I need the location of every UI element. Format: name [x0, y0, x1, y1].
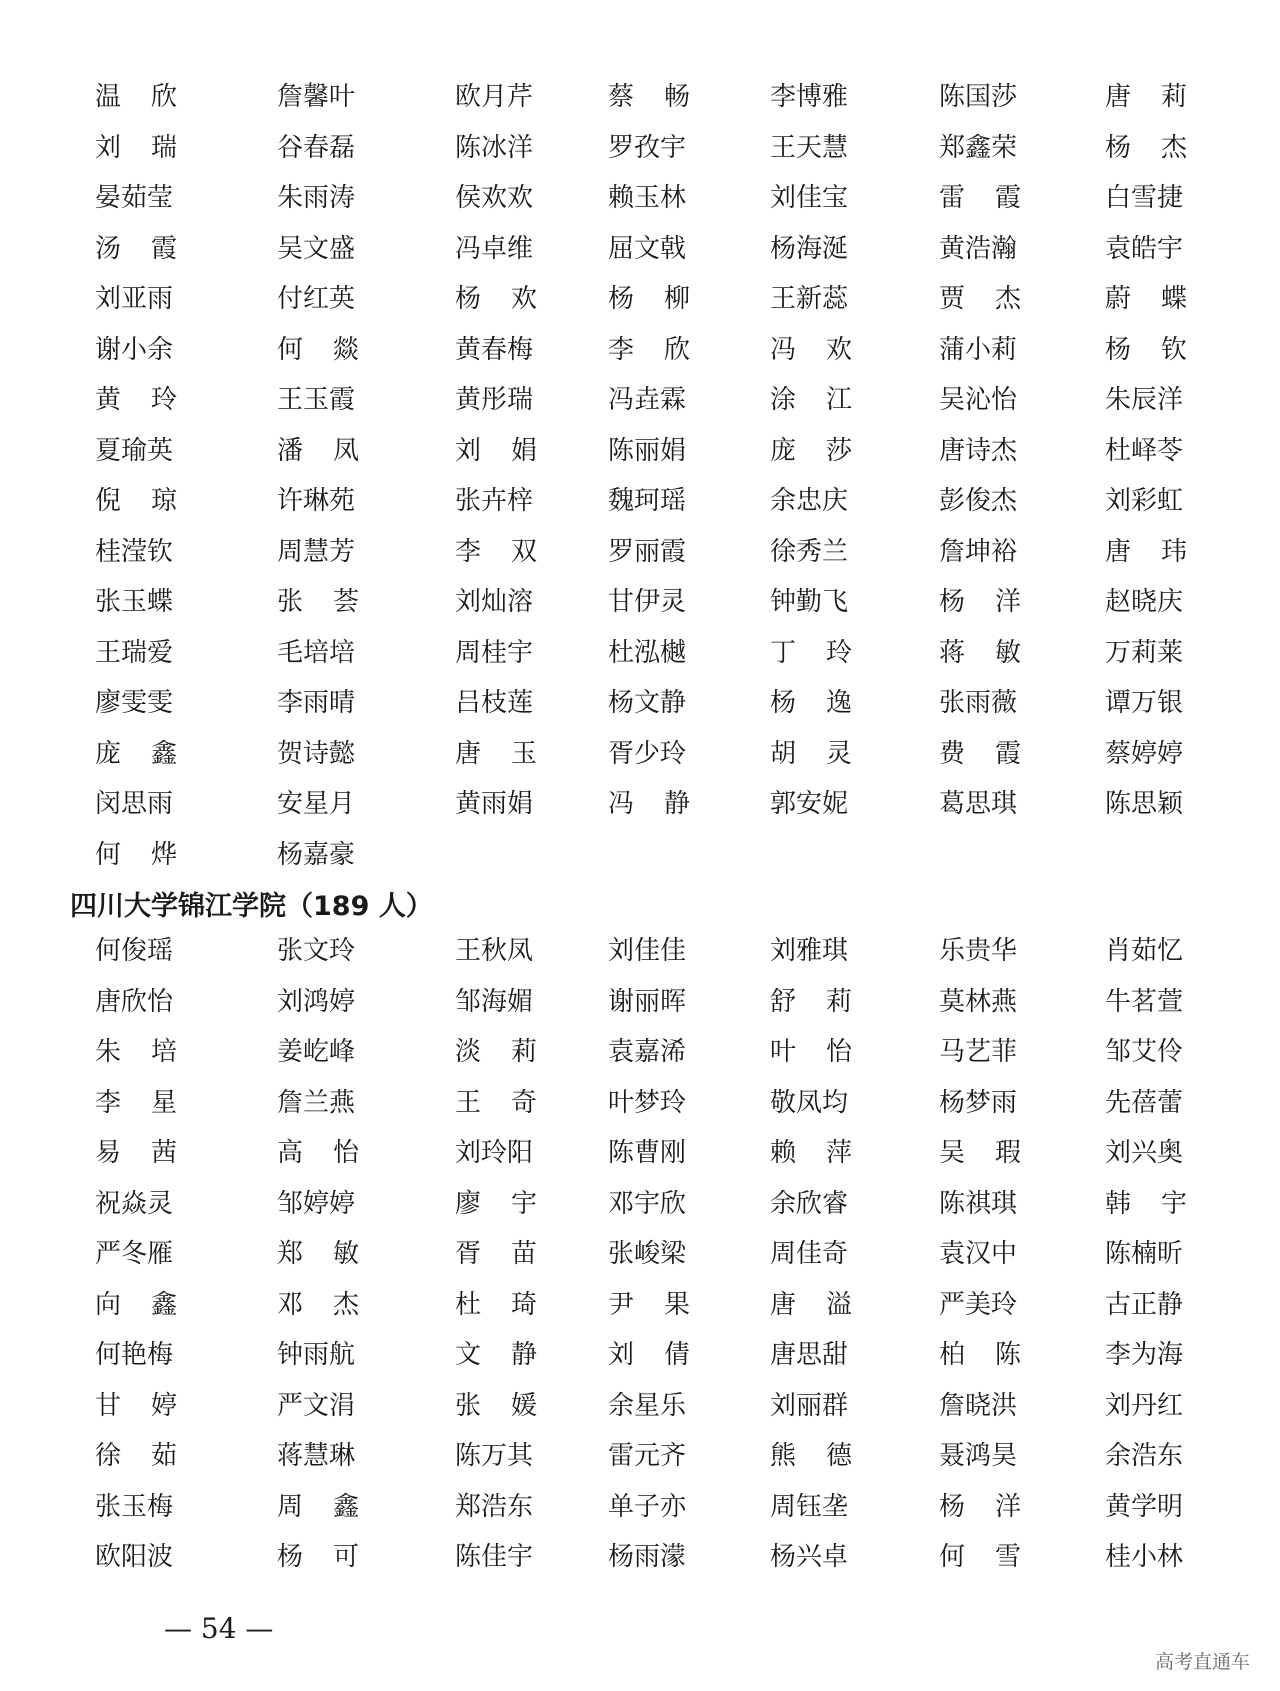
- name-cell: 魏珂瑶: [608, 486, 687, 517]
- name-cell: 詹馨叶: [277, 82, 356, 113]
- name-row: [95, 1179, 1205, 1230]
- name-cell: 杨兴卓: [770, 1542, 849, 1573]
- name-cell: 王天慧: [770, 132, 849, 163]
- name-cell: 杨 洋: [939, 1491, 1021, 1522]
- name-cell: 彭俊杰: [939, 486, 1018, 517]
- name-cell: 涂 江: [770, 385, 852, 416]
- name-row: [95, 325, 1205, 376]
- name-cell: 甘伊灵: [608, 587, 687, 618]
- name-cell: 王玉霞: [277, 385, 356, 416]
- name-cell: 杨海涎: [770, 233, 849, 264]
- name-cell: 钟勤飞: [770, 587, 849, 618]
- page-number: — 54 —: [164, 1612, 274, 1645]
- name-cell: 黄春梅: [455, 334, 534, 365]
- name-cell: 朱 培: [95, 1037, 177, 1068]
- name-cell: 杨 杰: [1105, 132, 1187, 163]
- name-cell: 杨梦雨: [939, 1087, 1018, 1118]
- name-cell: 陈丽娟: [608, 435, 687, 466]
- name-cell: 杜泓樾: [608, 637, 687, 668]
- name-cell: 杨嘉豪: [277, 839, 356, 870]
- name-cell: 马艺菲: [939, 1037, 1018, 1068]
- name-row: [95, 1482, 1205, 1533]
- name-cell: 刘佳宝: [770, 183, 849, 214]
- name-cell: 晏茹莹: [95, 183, 174, 214]
- name-cell: 李为海: [1105, 1340, 1184, 1371]
- name-cell: 潘 凤: [277, 435, 359, 466]
- name-cell: 杜峄苓: [1105, 435, 1184, 466]
- name-grid-sichuan-jinjiang: [95, 926, 1205, 1583]
- name-cell: 杨 钦: [1105, 334, 1187, 365]
- name-cell: 欧阳波: [95, 1542, 174, 1573]
- name-cell: 莫林燕: [939, 986, 1018, 1017]
- name-cell: 朱雨涛: [277, 183, 356, 214]
- name-row: [95, 577, 1205, 628]
- name-cell: 严冬雁: [95, 1239, 174, 1270]
- name-cell: 高 怡: [277, 1138, 359, 1169]
- name-cell: 杨 柳: [608, 284, 690, 315]
- name-cell: 杨 可: [277, 1542, 359, 1573]
- name-cell: 乐贵华: [939, 936, 1018, 967]
- name-cell: 许琳苑: [277, 486, 356, 517]
- name-cell: 黄雨娟: [455, 789, 534, 820]
- name-cell: 欧月芹: [455, 82, 534, 113]
- name-cell: 周 鑫: [277, 1491, 359, 1522]
- name-cell: 朱辰洋: [1105, 385, 1184, 416]
- name-row: [95, 426, 1205, 477]
- name-cell: 邹婷婷: [277, 1188, 356, 1219]
- name-row: [95, 678, 1205, 729]
- name-cell: 谭万银: [1105, 688, 1184, 719]
- name-cell: 刘亚雨: [95, 284, 174, 315]
- name-cell: 雷 霞: [939, 183, 1021, 214]
- name-cell: 牛茗萱: [1105, 986, 1184, 1017]
- name-row: [95, 779, 1205, 830]
- name-cell: 王瑞爱: [95, 637, 174, 668]
- name-row: [95, 1330, 1205, 1381]
- name-cell: 葛思琪: [939, 789, 1018, 820]
- name-cell: 先蓓蕾: [1105, 1087, 1184, 1118]
- name-cell: 邹海媚: [455, 986, 534, 1017]
- name-cell: 唐思甜: [770, 1340, 849, 1371]
- name-cell: 夏瑜英: [95, 435, 174, 466]
- name-cell: 叶 怡: [770, 1037, 852, 1068]
- name-cell: 刘灿溶: [455, 587, 534, 618]
- name-cell: 张 荟: [277, 587, 359, 618]
- name-cell: 何 燚: [277, 334, 359, 365]
- name-cell: 王 奇: [455, 1087, 537, 1118]
- name-cell: 祝焱灵: [95, 1188, 174, 1219]
- name-row: [95, 476, 1205, 527]
- name-cell: 刘 瑞: [95, 132, 177, 163]
- name-cell: 黄 玲: [95, 385, 177, 416]
- name-row: [95, 274, 1205, 325]
- name-row: [95, 1280, 1205, 1331]
- name-cell: 付红英: [277, 284, 356, 315]
- name-cell: 何艳梅: [95, 1340, 174, 1371]
- name-cell: 倪 琼: [95, 486, 177, 517]
- name-cell: 吴 瑕: [939, 1138, 1021, 1169]
- name-cell: 文 静: [455, 1340, 537, 1371]
- name-cell: 周佳奇: [770, 1239, 849, 1270]
- name-cell: 张玉蝶: [95, 587, 174, 618]
- name-cell: 杨雨濛: [608, 1542, 687, 1573]
- name-cell: 谢丽晖: [608, 986, 687, 1017]
- name-cell: 李 双: [455, 536, 537, 567]
- name-cell: 何 雪: [939, 1542, 1021, 1573]
- name-cell: 杨文静: [608, 688, 687, 719]
- name-cell: 杨 逸: [770, 688, 852, 719]
- name-cell: 唐 玮: [1105, 536, 1187, 567]
- name-row: [95, 1381, 1205, 1432]
- name-cell: 刘鸿婷: [277, 986, 356, 1017]
- name-cell: 甘 婷: [95, 1390, 177, 1421]
- name-row: [95, 1532, 1205, 1583]
- name-cell: 聂鸿昊: [939, 1441, 1018, 1472]
- name-cell: 吕枝莲: [455, 688, 534, 719]
- name-row: [95, 224, 1205, 275]
- name-cell: 吴沁怡: [939, 385, 1018, 416]
- name-cell: 陈楠昕: [1105, 1239, 1184, 1270]
- name-cell: 柏 陈: [939, 1340, 1021, 1371]
- name-cell: 李 星: [95, 1087, 177, 1118]
- section-heading: 四川大学锦江学院（189 人）: [70, 891, 433, 922]
- name-cell: 郑 敏: [277, 1239, 359, 1270]
- name-row: [95, 375, 1205, 426]
- name-cell: 詹晓洪: [939, 1390, 1018, 1421]
- name-cell: 黄学明: [1105, 1491, 1184, 1522]
- name-cell: 刘 倩: [608, 1340, 690, 1371]
- name-cell: 袁汉中: [939, 1239, 1018, 1270]
- name-cell: 叶梦玲: [608, 1087, 687, 1118]
- name-cell: 唐诗杰: [939, 435, 1018, 466]
- name-cell: 余星乐: [608, 1390, 687, 1421]
- name-cell: 徐 茹: [95, 1441, 177, 1472]
- name-cell: 蔡 畅: [608, 82, 690, 113]
- name-row: [95, 527, 1205, 578]
- name-cell: 赵晓庆: [1105, 587, 1184, 618]
- name-cell: 詹坤裕: [939, 536, 1018, 567]
- name-row: [95, 926, 1205, 977]
- name-cell: 罗丽霞: [608, 536, 687, 567]
- name-cell: 谷春磊: [277, 132, 356, 163]
- name-cell: 唐 莉: [1105, 82, 1187, 113]
- name-row: [95, 1229, 1205, 1280]
- name-cell: 刘雅琪: [770, 936, 849, 967]
- name-row: [95, 628, 1205, 679]
- name-cell: 胥 苗: [455, 1239, 537, 1270]
- name-cell: 王新蕊: [770, 284, 849, 315]
- name-cell: 刘兴奥: [1105, 1138, 1184, 1169]
- name-row: [95, 729, 1205, 780]
- name-cell: 刘 娟: [455, 435, 537, 466]
- name-cell: 廖 宇: [455, 1188, 537, 1219]
- name-cell: 蔚 蝶: [1105, 284, 1187, 315]
- name-grid-top: [95, 72, 1205, 880]
- name-row: [95, 1128, 1205, 1179]
- name-cell: 刘玲阳: [455, 1138, 534, 1169]
- name-cell: 唐 溢: [770, 1289, 852, 1320]
- name-cell: 周桂宇: [455, 637, 534, 668]
- name-cell: 肖茹忆: [1105, 936, 1184, 967]
- name-cell: 杜 琦: [455, 1289, 537, 1320]
- name-cell: 贾 杰: [939, 284, 1021, 315]
- name-row: [95, 123, 1205, 174]
- name-cell: 赖 萍: [770, 1138, 852, 1169]
- name-cell: 尹 果: [608, 1289, 690, 1320]
- name-cell: 韩 宇: [1105, 1188, 1187, 1219]
- name-cell: 陈思颖: [1105, 789, 1184, 820]
- name-cell: 雷元齐: [608, 1441, 687, 1472]
- name-cell: 屈文戟: [608, 233, 687, 264]
- name-cell: 余浩东: [1105, 1441, 1184, 1472]
- name-row: [95, 72, 1205, 123]
- name-cell: 冯 欢: [770, 334, 852, 365]
- name-cell: 冯卓维: [455, 233, 534, 264]
- name-cell: 何俊瑶: [95, 936, 174, 967]
- name-cell: 余忠庆: [770, 486, 849, 517]
- name-cell: 蔡婷婷: [1105, 738, 1184, 769]
- name-cell: 汤 霞: [95, 233, 177, 264]
- name-cell: 舒 莉: [770, 986, 852, 1017]
- name-cell: 邓宇欣: [608, 1188, 687, 1219]
- name-cell: 杨 欢: [455, 284, 537, 315]
- name-cell: 陈曹刚: [608, 1138, 687, 1169]
- name-cell: 刘丽群: [770, 1390, 849, 1421]
- name-cell: 陈国莎: [939, 82, 1018, 113]
- name-row: [95, 830, 1205, 881]
- name-cell: 胥少玲: [608, 738, 687, 769]
- name-cell: 毛培培: [277, 637, 356, 668]
- name-cell: 邹艾伶: [1105, 1037, 1184, 1068]
- name-cell: 丁 玲: [770, 637, 852, 668]
- name-cell: 刘佳佳: [608, 936, 687, 967]
- name-cell: 刘彩虹: [1105, 486, 1184, 517]
- name-row: [95, 173, 1205, 224]
- name-cell: 吴文盛: [277, 233, 356, 264]
- watermark: 高考直通车: [1154, 1651, 1250, 1673]
- name-cell: 王秋凤: [455, 936, 534, 967]
- name-cell: 李博雅: [770, 82, 849, 113]
- name-cell: 陈万其: [455, 1441, 534, 1472]
- name-cell: 蒋慧琳: [277, 1441, 356, 1472]
- name-cell: 周钰垄: [770, 1491, 849, 1522]
- name-cell: 郑鑫荣: [939, 132, 1018, 163]
- name-cell: 张 媛: [455, 1390, 537, 1421]
- name-cell: 袁皓宇: [1105, 233, 1184, 264]
- name-cell: 赖玉林: [608, 183, 687, 214]
- name-cell: 徐秀兰: [770, 536, 849, 567]
- name-cell: 张玉梅: [95, 1491, 174, 1522]
- name-cell: 郑浩东: [455, 1491, 534, 1522]
- name-cell: 唐欣怡: [95, 986, 174, 1017]
- name-cell: 费 霞: [939, 738, 1021, 769]
- name-cell: 安星月: [277, 789, 356, 820]
- name-cell: 易 茜: [95, 1138, 177, 1169]
- name-cell: 李雨晴: [277, 688, 356, 719]
- name-cell: 冯垚霖: [608, 385, 687, 416]
- name-cell: 张雨薇: [939, 688, 1018, 719]
- name-cell: 黄彤瑞: [455, 385, 534, 416]
- name-cell: 李 欣: [608, 334, 690, 365]
- name-cell: 古正静: [1105, 1289, 1184, 1320]
- name-cell: 严文涓: [277, 1390, 356, 1421]
- name-cell: 詹兰燕: [277, 1087, 356, 1118]
- name-cell: 桂小林: [1105, 1542, 1184, 1573]
- name-cell: 张卉梓: [455, 486, 534, 517]
- name-cell: 张文玲: [277, 936, 356, 967]
- name-cell: 余欣睿: [770, 1188, 849, 1219]
- name-cell: 谢小余: [95, 334, 174, 365]
- name-cell: 桂滢钦: [95, 536, 174, 567]
- name-cell: 廖雯雯: [95, 688, 174, 719]
- name-cell: 冯 静: [608, 789, 690, 820]
- name-cell: 庞 莎: [770, 435, 852, 466]
- name-cell: 杨 洋: [939, 587, 1021, 618]
- name-cell: 姜屹峰: [277, 1037, 356, 1068]
- name-cell: 淡 莉: [455, 1037, 537, 1068]
- name-cell: 刘丹红: [1105, 1390, 1184, 1421]
- name-cell: 侯欢欢: [455, 183, 534, 214]
- name-cell: 何 烨: [95, 839, 177, 870]
- name-row: [95, 1078, 1205, 1129]
- name-cell: 陈冰洋: [455, 132, 534, 163]
- name-cell: 黄浩瀚: [939, 233, 1018, 264]
- name-cell: 庞 鑫: [95, 738, 177, 769]
- name-cell: 张峻梁: [608, 1239, 687, 1270]
- name-cell: 郭安妮: [770, 789, 849, 820]
- name-cell: 蒲小莉: [939, 334, 1018, 365]
- name-cell: 陈祺琪: [939, 1188, 1018, 1219]
- name-cell: 熊 德: [770, 1441, 852, 1472]
- name-cell: 邓 杰: [277, 1289, 359, 1320]
- name-cell: 单子亦: [608, 1491, 687, 1522]
- name-cell: 向 鑫: [95, 1289, 177, 1320]
- name-cell: 温 欣: [95, 82, 177, 113]
- name-cell: 万莉莱: [1105, 637, 1184, 668]
- name-cell: 蒋 敏: [939, 637, 1021, 668]
- name-cell: 周慧芳: [277, 536, 356, 567]
- name-cell: 陈佳宇: [455, 1542, 534, 1573]
- name-cell: 钟雨航: [277, 1340, 356, 1371]
- name-row: [95, 1027, 1205, 1078]
- name-cell: 唐 玉: [455, 738, 537, 769]
- name-row: [95, 977, 1205, 1028]
- name-cell: 袁嘉浠: [608, 1037, 687, 1068]
- name-cell: 敬凤均: [770, 1087, 849, 1118]
- name-cell: 胡 灵: [770, 738, 852, 769]
- name-cell: 贺诗懿: [277, 738, 356, 769]
- name-cell: 白雪捷: [1105, 183, 1184, 214]
- name-cell: 严美玲: [939, 1289, 1018, 1320]
- name-row: [95, 1431, 1205, 1482]
- name-cell: 罗孜宇: [608, 132, 687, 163]
- name-cell: 闵思雨: [95, 789, 174, 820]
